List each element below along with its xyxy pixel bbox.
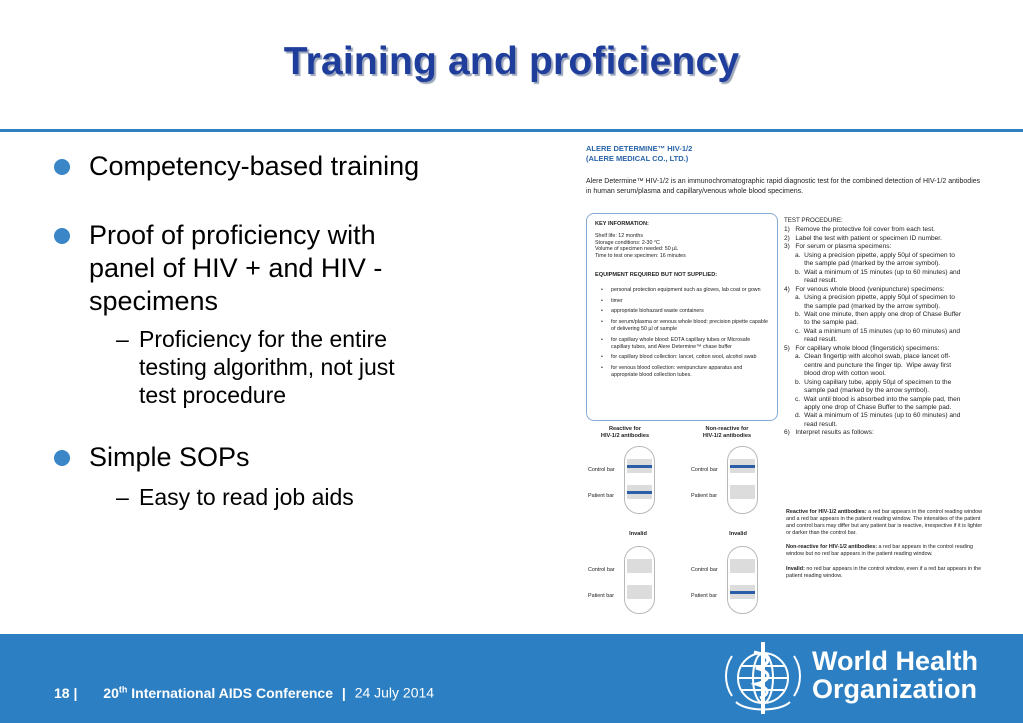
sub-bullet-line: testing algorithm, not just xyxy=(139,354,395,380)
procedure-line: 3) For serum or plasma specimens: xyxy=(784,243,892,251)
conference-date: 24 July 2014 xyxy=(354,684,435,701)
job-aid-heading-line: ALERE DETERMINE™ HIV-1/2 xyxy=(586,144,693,153)
key-info-lines xyxy=(595,233,769,260)
procedure-line: 4) For venous whole blood (venipuncture) specimens: xyxy=(784,285,945,293)
procedure-line: to the sample pad. xyxy=(784,319,859,327)
bullet-item xyxy=(52,219,522,409)
bullet-list xyxy=(52,150,522,547)
equipment-item: • for capillary blood collection: lancet, cotton wool, alcohol swab xyxy=(601,354,769,361)
footer-separator: | xyxy=(341,684,346,701)
procedure-line: c. Wait until blood is absorbed into the sample pad, then xyxy=(784,395,961,403)
bullet-text: Simple SOPs xyxy=(89,442,250,472)
bullet-item xyxy=(52,441,522,511)
test-procedure xyxy=(784,217,990,438)
conference-number: 20 xyxy=(103,684,119,701)
bullet-text: Competency-based training xyxy=(89,151,420,181)
sub-bullet-item xyxy=(52,325,522,409)
strip-label-reactive: Reactive for HIV-1/2 antibodies xyxy=(600,426,650,439)
bullet-item xyxy=(52,150,522,183)
equipment-item: • timer xyxy=(601,298,769,305)
key-info-line: Shelf life: 12 months xyxy=(595,232,643,239)
conference-title: International AIDS Conference xyxy=(127,684,333,701)
footer-text xyxy=(54,680,434,702)
key-info-line: Storage conditions: 2-30 °C xyxy=(595,239,660,246)
interp-reactive xyxy=(786,509,986,537)
equipment-item: • appropriate biohazard waste containers xyxy=(601,308,769,315)
bullet-dot xyxy=(54,228,70,244)
patient-window xyxy=(627,585,652,599)
patient-bar-label: Patient bar xyxy=(691,493,718,499)
control-window xyxy=(627,459,652,473)
strip-invalid-1 xyxy=(624,546,655,614)
interp-body: a red bar appears in the control reading window but no red bar appears in the patient reading window. xyxy=(786,544,973,558)
procedure-line: the sample pad (marked by the arrow symbol). xyxy=(784,260,941,268)
job-aid-heading-line: (ALERE MEDICAL CO., LTD.) xyxy=(586,154,689,163)
equipment-item: • for venous blood collection: venipuncture apparatus and appropriate blood collection tubes. xyxy=(601,365,769,379)
equipment-list xyxy=(595,287,769,379)
control-bar-label: Control bar xyxy=(588,467,615,473)
strip-invalid-2 xyxy=(727,546,758,614)
procedure-lines xyxy=(784,226,990,437)
conference-ordinal: th xyxy=(118,684,128,694)
patient-window xyxy=(730,585,755,599)
procedure-line: apply one drop of Chase Buffer to the sample pad. xyxy=(784,403,952,411)
interp-label: Invalid: xyxy=(786,565,805,572)
conference-name xyxy=(103,685,333,701)
who-wordmark-line: World Health xyxy=(812,646,979,676)
key-info-title: KEY INFORMATION: xyxy=(595,221,649,227)
patient-bar-mark xyxy=(730,591,755,594)
who-wordmark xyxy=(812,647,978,703)
procedure-line: sample pad (marked by the arrow symbol). xyxy=(784,387,930,395)
patient-window xyxy=(627,485,652,499)
procedure-line: a. Using a precision pipette, apply 50µl of specimen to xyxy=(784,251,955,259)
bullet-line: Proof of proficiency with xyxy=(89,220,376,250)
procedure-line: d. Wait a minimum of 15 minutes (up to 60 minutes) and xyxy=(784,412,961,420)
patient-bar-label: Patient bar xyxy=(588,493,615,499)
procedure-line: the sample pad (marked by the arrow symbol). xyxy=(784,302,941,310)
sub-bullet-line: Easy to read job aids xyxy=(139,484,354,510)
control-window xyxy=(730,559,755,573)
interp-body: no red bar appears in the control window, even if a red bar appears in the patient reading window. xyxy=(786,565,982,579)
sub-bullet-item xyxy=(52,483,522,511)
who-wordmark-line: Organization xyxy=(812,674,978,704)
key-info-line: Volume of specimen needed: 50 µL xyxy=(595,246,679,253)
slide-title: Training and proficiency xyxy=(283,40,740,83)
interp-label: Reactive for HIV-1/2 antibodies: xyxy=(786,509,867,515)
patient-bar-label: Patient bar xyxy=(588,593,615,599)
job-aid-intro: Alere Determine™ HIV-1/2 is an immunochromatographic rapid diagnostic test for the combined detection of HIV-1/2 antibodies in human serum/plasma and capillary/venous whole blood specimens. xyxy=(586,178,981,195)
procedure-line: b. Using capillary tube, apply 50µl of specimen to the xyxy=(784,378,952,386)
sub-bullet-line: test procedure xyxy=(139,382,287,408)
procedure-line: read result. xyxy=(784,277,838,285)
procedure-line: a. Using a precision pipette, apply 50µl of specimen to xyxy=(784,294,955,302)
procedure-line: 5) For capillary whole blood (fingerstick) specimens: xyxy=(784,344,940,352)
patient-bar-mark xyxy=(627,491,652,494)
procedure-line: b. Wait one minute, then apply one drop of Chase Buffer xyxy=(784,310,962,318)
key-information-box xyxy=(586,213,778,421)
bullet-dot xyxy=(54,450,70,466)
title-divider xyxy=(0,129,1023,132)
control-window xyxy=(627,559,652,573)
control-bar-mark xyxy=(627,465,652,468)
procedure-line: centre and puncture the finger tip. Wipe away first xyxy=(784,361,952,369)
procedure-line: read result. xyxy=(784,420,838,428)
sub-bullet-line: Proficiency for the entire xyxy=(139,326,388,352)
strip-nonreactive xyxy=(727,446,758,514)
job-aid-image xyxy=(580,140,992,618)
equipment-item: • personal protection equipment such as gloves, lab coat or gown xyxy=(601,287,769,294)
page-number-value: 18 xyxy=(54,684,70,701)
interp-body: a red bar appears in the control reading window and a red bar appears in the patient reading window. The intensities of the patient and control bars may differ but any patient bar is reactive, irrespective if it is lighter or darker than the control bar. xyxy=(786,509,983,537)
procedure-title: TEST PROCEDURE: xyxy=(784,217,843,224)
interp-nonreactive xyxy=(786,544,986,558)
control-bar-label: Control bar xyxy=(588,567,615,573)
interpretation-text xyxy=(786,509,986,587)
strip-label-invalid: Invalid xyxy=(729,531,747,537)
equipment-title: EQUIPMENT REQUIRED BUT NOT SUPPLIED: xyxy=(595,271,718,278)
procedure-line: 2) Label the test with patient or specimen ID number. xyxy=(784,234,942,242)
job-aid-heading xyxy=(586,144,692,164)
bullet-line: specimens xyxy=(89,286,219,316)
strip-reactive xyxy=(624,446,655,514)
bullet-dot xyxy=(54,159,70,175)
sub-bullet-dash: – xyxy=(116,484,129,510)
interp-label: Non-reactive for HIV-1/2 antibodies: xyxy=(786,544,878,551)
procedure-line: 6) Interpret results as follows: xyxy=(784,429,874,437)
procedure-line: blood drop with cotton wool. xyxy=(784,370,886,378)
equipment-item: • for capillary whole blood: EDTA capillary tubes or Microsafe capillary tubes, and Alere Determine™ chase buffer xyxy=(601,337,769,351)
interp-invalid xyxy=(786,566,986,580)
sub-bullet-dash: – xyxy=(116,326,129,352)
procedure-line: a. Clean fingertip with alcohol swab, place lancet off- xyxy=(784,353,951,361)
control-bar-label: Control bar xyxy=(691,567,718,573)
strip-label-invalid: Invalid xyxy=(629,531,647,537)
control-window xyxy=(730,459,755,473)
procedure-line: read result. xyxy=(784,336,838,344)
procedure-line: 1) Remove the protective foil cover from each test. xyxy=(784,226,935,234)
procedure-line: c. Wait a minimum of 15 minutes (up to 60 minutes) and xyxy=(784,327,961,335)
control-bar-label: Control bar xyxy=(691,467,718,473)
control-bar-mark xyxy=(730,465,755,468)
page-number: 18 | xyxy=(54,684,78,701)
patient-window xyxy=(730,485,755,499)
bullet-text xyxy=(89,219,522,318)
strip-label-nonreactive: Non-reactive for HIV-1/2 antibodies xyxy=(702,426,752,439)
patient-bar-label: Patient bar xyxy=(691,593,718,599)
equipment-item: • for serum/plasma or venous whole blood: precision pipette capable of delivering 50 µl of sample xyxy=(601,319,769,333)
procedure-line: b. Wait a minimum of 15 minutes (up to 60 minutes) and xyxy=(784,268,961,276)
bullet-line: panel of HIV + and HIV - xyxy=(89,253,383,283)
key-info-line: Time to test one specimen: 16 minutes xyxy=(595,253,686,260)
